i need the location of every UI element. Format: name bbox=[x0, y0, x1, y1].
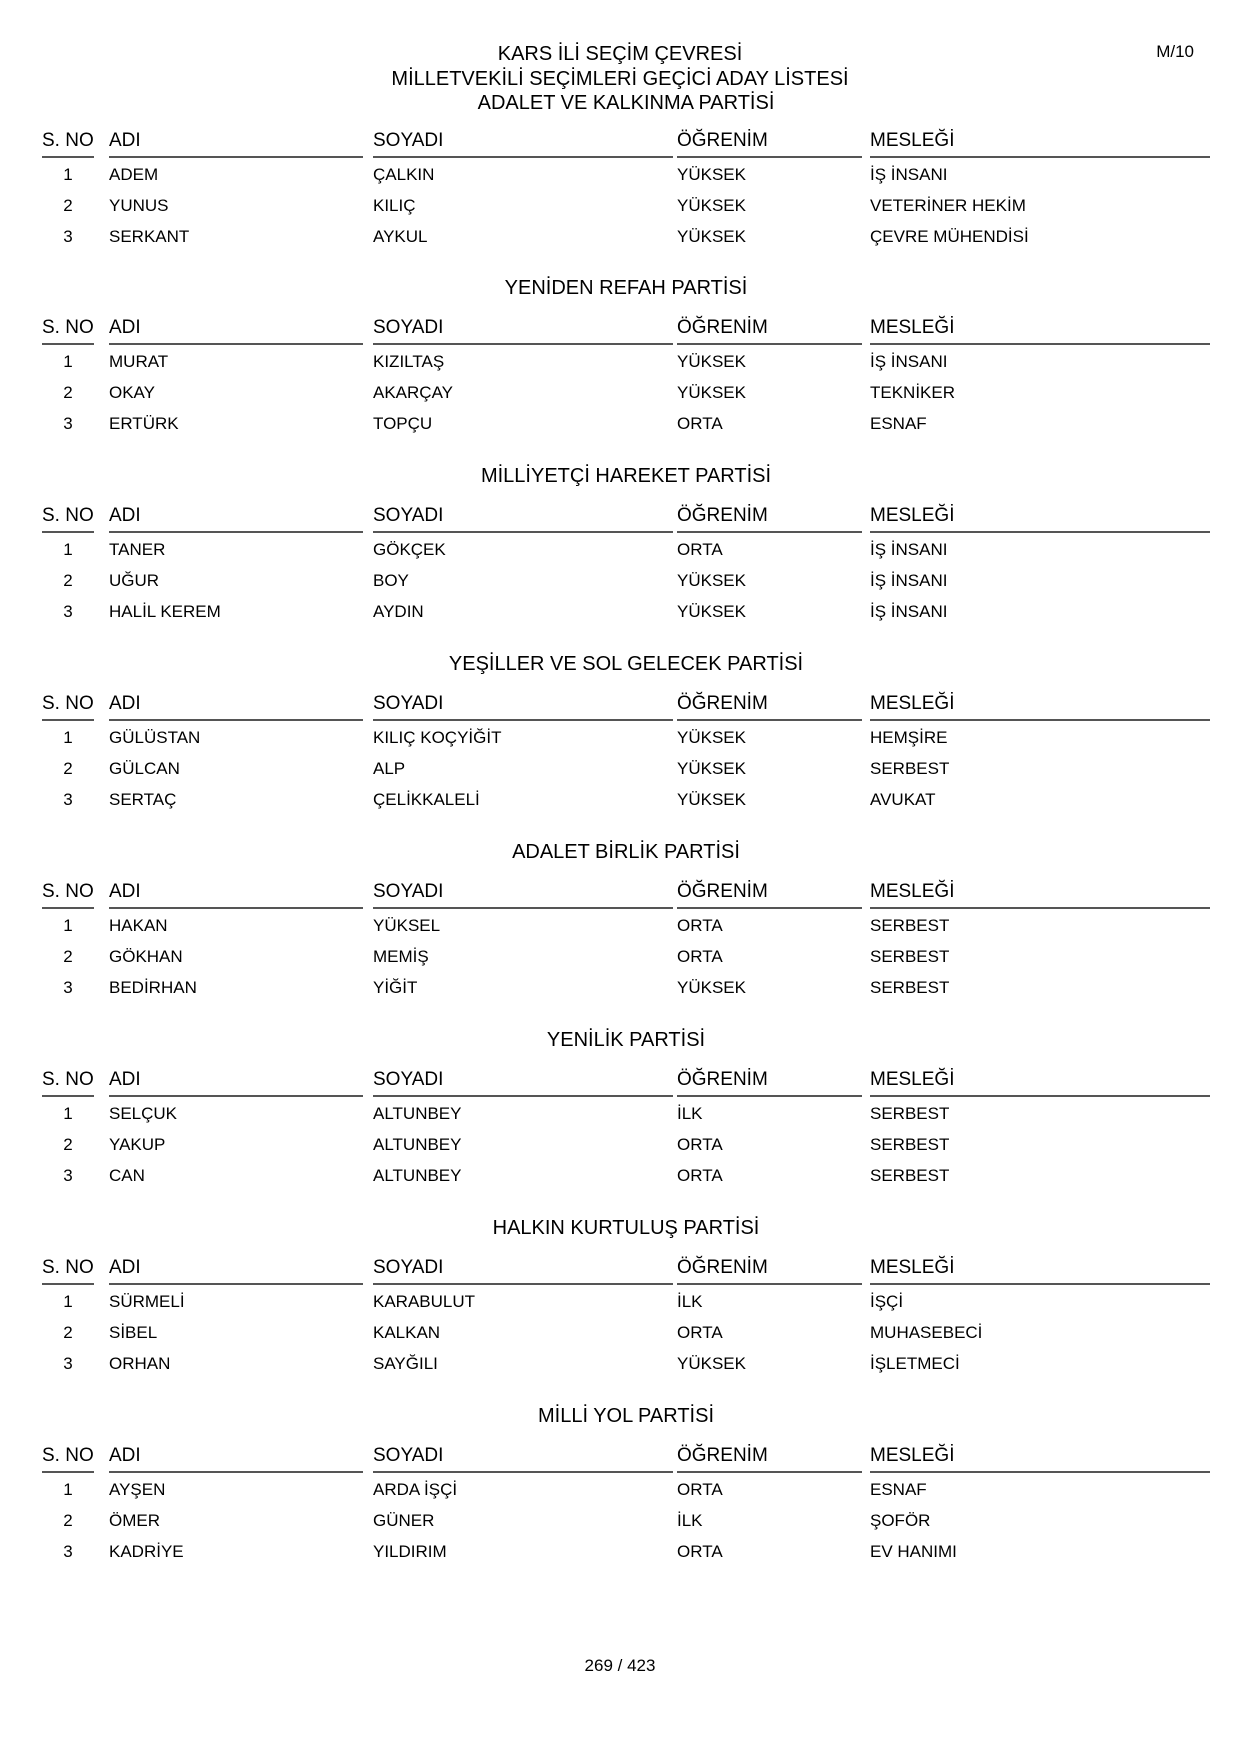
cell-no: 3 bbox=[63, 602, 73, 621]
party-title: MİLLİYETÇİ HAREKET PARTİSİ bbox=[480, 465, 772, 487]
cell-ogrenim: YÜKSEK bbox=[677, 196, 746, 215]
column-header-adi: ADI bbox=[109, 503, 363, 533]
cell-meslegi: HEMŞİRE bbox=[870, 728, 948, 747]
cell-adi: OKAY bbox=[109, 383, 155, 402]
cell-soyadi: AKARÇAY bbox=[373, 383, 453, 402]
column-header-no: S. NO bbox=[42, 691, 94, 721]
cell-ogrenim: YÜKSEK bbox=[677, 227, 746, 246]
cell-no: 2 bbox=[63, 383, 73, 402]
cell-adi: MURAT bbox=[109, 352, 169, 371]
party-section bbox=[42, 92, 1210, 252]
cell-meslegi: VETERİNER HEKİM bbox=[870, 196, 1026, 215]
party-section bbox=[42, 465, 1210, 627]
cell-adi: GÜLÜSTAN bbox=[109, 728, 201, 747]
party-title: ADALET BİRLİK PARTİSİ bbox=[512, 841, 740, 863]
cell-adi: AYŞEN bbox=[109, 1480, 166, 1499]
cell-ogrenim: YÜKSEK bbox=[677, 352, 746, 371]
column-header-soyadi: SOYADI bbox=[373, 503, 673, 533]
cell-soyadi: TOPÇU bbox=[373, 414, 433, 433]
cell-ogrenim: ORTA bbox=[677, 414, 723, 433]
table-row bbox=[42, 784, 1210, 815]
party-section bbox=[42, 1217, 1210, 1379]
table-row bbox=[42, 1160, 1210, 1191]
column-header-meslegi: MESLEĞİ bbox=[870, 1255, 1210, 1285]
cell-meslegi: SERBEST bbox=[870, 978, 950, 997]
title-line-1: KARS İLİ SEÇİM ÇEVRESİ bbox=[497, 43, 743, 65]
cell-soyadi: KARABULUT bbox=[373, 1292, 476, 1311]
party-title: YENİLİK PARTİSİ bbox=[546, 1029, 706, 1051]
cell-soyadi: ALP bbox=[373, 759, 406, 778]
party-title: YEŞİLLER VE SOL GELECEK PARTİSİ bbox=[448, 653, 804, 675]
cell-adi: CAN bbox=[109, 1166, 145, 1185]
cell-soyadi: YİĞİT bbox=[373, 978, 418, 997]
cell-meslegi: ÇEVRE MÜHENDİSİ bbox=[870, 227, 1029, 246]
cell-no: 1 bbox=[63, 728, 73, 747]
column-header-soyadi: SOYADI bbox=[373, 879, 673, 909]
cell-soyadi: ÇELİKKALELİ bbox=[373, 790, 480, 809]
cell-adi: ÖMER bbox=[109, 1511, 160, 1530]
cell-no: 2 bbox=[63, 196, 73, 215]
cell-adi: UĞUR bbox=[109, 571, 160, 590]
cell-no: 2 bbox=[63, 947, 73, 966]
table-row bbox=[42, 596, 1210, 627]
column-header-meslegi: MESLEĞİ bbox=[870, 315, 1210, 345]
cell-no: 1 bbox=[63, 1480, 73, 1499]
cell-meslegi: İŞ İNSANI bbox=[870, 165, 948, 184]
cell-ogrenim: YÜKSEK bbox=[677, 1354, 746, 1373]
cell-soyadi: GÜNER bbox=[373, 1511, 435, 1530]
column-header-adi: ADI bbox=[109, 128, 363, 158]
column-header-soyadi: SOYADI bbox=[373, 315, 673, 345]
party-title: ADALET VE KALKINMA PARTİSİ bbox=[477, 92, 775, 114]
table-header bbox=[42, 1067, 1210, 1098]
table-row bbox=[42, 221, 1210, 252]
cell-ogrenim: ORTA bbox=[677, 1480, 723, 1499]
page-number: 269 / 423 bbox=[584, 1656, 656, 1675]
cell-no: 3 bbox=[63, 978, 73, 997]
table-row bbox=[42, 1286, 1210, 1317]
column-header-adi: ADI bbox=[109, 879, 363, 909]
cell-no: 3 bbox=[63, 1542, 73, 1561]
cell-adi: ERTÜRK bbox=[109, 414, 179, 433]
cell-adi: BEDİRHAN bbox=[109, 978, 197, 997]
cell-adi: ORHAN bbox=[109, 1354, 171, 1373]
cell-meslegi: MUHASEBECİ bbox=[870, 1323, 983, 1342]
cell-ogrenim: ORTA bbox=[677, 916, 723, 935]
cell-ogrenim: ORTA bbox=[677, 1166, 723, 1185]
table-header bbox=[42, 128, 1210, 159]
cell-adi: SÜRMELİ bbox=[109, 1292, 185, 1311]
table-row bbox=[42, 408, 1210, 439]
cell-meslegi: İŞ İNSANI bbox=[870, 571, 948, 590]
cell-adi: SERKANT bbox=[109, 227, 190, 246]
cell-ogrenim: ORTA bbox=[677, 1542, 723, 1561]
party-section bbox=[42, 1405, 1210, 1567]
cell-ogrenim: İLK bbox=[677, 1292, 703, 1311]
cell-no: 2 bbox=[63, 571, 73, 590]
cell-soyadi: ÇALKIN bbox=[373, 165, 435, 184]
column-header-soyadi: SOYADI bbox=[373, 1067, 673, 1097]
party-title: HALKIN KURTULUŞ PARTİSİ bbox=[492, 1217, 760, 1239]
table-row bbox=[42, 565, 1210, 596]
cell-no: 3 bbox=[63, 790, 73, 809]
cell-adi: SELÇUK bbox=[109, 1104, 178, 1123]
cell-no: 1 bbox=[63, 352, 73, 371]
column-header-meslegi: MESLEĞİ bbox=[870, 1067, 1210, 1097]
cell-meslegi: İŞ İNSANI bbox=[870, 540, 948, 559]
column-header-soyadi: SOYADI bbox=[373, 128, 673, 158]
cell-ogrenim: YÜKSEK bbox=[677, 165, 746, 184]
cell-adi: HALİL KEREM bbox=[109, 602, 221, 621]
cell-meslegi: TEKNİKER bbox=[870, 383, 956, 402]
cell-meslegi: SERBEST bbox=[870, 1104, 950, 1123]
cell-ogrenim: İLK bbox=[677, 1104, 703, 1123]
cell-meslegi: EV HANIMI bbox=[870, 1542, 957, 1561]
cell-adi: ADEM bbox=[109, 165, 159, 184]
cell-ogrenim: ORTA bbox=[677, 1323, 723, 1342]
column-header-adi: ADI bbox=[109, 315, 363, 345]
column-header-soyadi: SOYADI bbox=[373, 691, 673, 721]
table-row bbox=[42, 1474, 1210, 1505]
table-row bbox=[42, 941, 1210, 972]
cell-soyadi: ALTUNBEY bbox=[373, 1166, 462, 1185]
column-header-ogrenim: ÖĞRENİM bbox=[677, 1443, 862, 1473]
table-row bbox=[42, 159, 1210, 190]
cell-adi: YAKUP bbox=[109, 1135, 166, 1154]
table-row bbox=[42, 1348, 1210, 1379]
cell-adi: SERTAÇ bbox=[109, 790, 177, 809]
table-row bbox=[42, 1536, 1210, 1567]
table-row bbox=[42, 1505, 1210, 1536]
cell-meslegi: SERBEST bbox=[870, 1166, 950, 1185]
table-row bbox=[42, 534, 1210, 565]
cell-soyadi: KILIÇ bbox=[373, 196, 416, 215]
column-header-no: S. NO bbox=[42, 879, 94, 909]
column-header-ogrenim: ÖĞRENİM bbox=[677, 315, 862, 345]
column-header-ogrenim: ÖĞRENİM bbox=[677, 128, 862, 158]
column-header-meslegi: MESLEĞİ bbox=[870, 128, 1210, 158]
cell-meslegi: İŞÇİ bbox=[870, 1292, 904, 1311]
cell-meslegi: İŞ İNSANI bbox=[870, 602, 948, 621]
document-header bbox=[0, 42, 1240, 92]
column-header-adi: ADI bbox=[109, 691, 363, 721]
column-header-ogrenim: ÖĞRENİM bbox=[677, 691, 862, 721]
cell-adi: KADRİYE bbox=[109, 1542, 184, 1561]
party-section bbox=[42, 841, 1210, 1003]
column-header-no: S. NO bbox=[42, 1067, 94, 1097]
cell-no: 3 bbox=[63, 1166, 73, 1185]
cell-no: 1 bbox=[63, 916, 73, 935]
cell-no: 1 bbox=[63, 1292, 73, 1311]
cell-ogrenim: ORTA bbox=[677, 540, 723, 559]
title-line-2: MİLLETVEKİLİ SEÇİMLERİ GEÇİCİ ADAY LİSTESİ bbox=[391, 68, 849, 90]
column-header-soyadi: SOYADI bbox=[373, 1443, 673, 1473]
column-header-meslegi: MESLEĞİ bbox=[870, 691, 1210, 721]
cell-meslegi: SERBEST bbox=[870, 1135, 950, 1154]
cell-ogrenim: ORTA bbox=[677, 947, 723, 966]
cell-meslegi: İŞLETMECİ bbox=[870, 1354, 960, 1373]
table-row bbox=[42, 722, 1210, 753]
column-header-meslegi: MESLEĞİ bbox=[870, 503, 1210, 533]
cell-no: 1 bbox=[63, 540, 73, 559]
cell-ogrenim: YÜKSEK bbox=[677, 759, 746, 778]
column-header-ogrenim: ÖĞRENİM bbox=[677, 503, 862, 533]
column-header-soyadi: SOYADI bbox=[373, 1255, 673, 1285]
cell-adi: HAKAN bbox=[109, 916, 168, 935]
cell-meslegi: SERBEST bbox=[870, 947, 950, 966]
cell-ogrenim: ORTA bbox=[677, 1135, 723, 1154]
cell-adi: GÜLCAN bbox=[109, 759, 180, 778]
table-row bbox=[42, 1317, 1210, 1348]
cell-soyadi: BOY bbox=[373, 571, 409, 590]
cell-no: 3 bbox=[63, 1354, 73, 1373]
column-header-ogrenim: ÖĞRENİM bbox=[677, 1067, 862, 1097]
cell-ogrenim: YÜKSEK bbox=[677, 571, 746, 590]
cell-no: 2 bbox=[63, 1511, 73, 1530]
cell-soyadi: ALTUNBEY bbox=[373, 1104, 462, 1123]
table-header bbox=[42, 691, 1210, 722]
column-header-ogrenim: ÖĞRENİM bbox=[677, 879, 862, 909]
table-row bbox=[42, 1129, 1210, 1160]
cell-soyadi: SAYĞILI bbox=[373, 1354, 438, 1373]
column-header-ogrenim: ÖĞRENİM bbox=[677, 1255, 862, 1285]
cell-meslegi: ESNAF bbox=[870, 1480, 927, 1499]
column-header-adi: ADI bbox=[109, 1255, 363, 1285]
column-header-adi: ADI bbox=[109, 1443, 363, 1473]
cell-soyadi: KALKAN bbox=[373, 1323, 441, 1342]
cell-meslegi: ŞOFÖR bbox=[870, 1511, 931, 1530]
table-row bbox=[42, 190, 1210, 221]
cell-ogrenim: YÜKSEK bbox=[677, 790, 746, 809]
cell-ogrenim: YÜKSEK bbox=[677, 602, 746, 621]
party-section bbox=[42, 653, 1210, 815]
column-header-no: S. NO bbox=[42, 1443, 94, 1473]
table-row bbox=[42, 972, 1210, 1003]
cell-ogrenim: YÜKSEK bbox=[677, 978, 746, 997]
cell-meslegi: AVUKAT bbox=[870, 790, 936, 809]
cell-ogrenim: YÜKSEK bbox=[677, 728, 746, 747]
party-section bbox=[42, 1029, 1210, 1191]
table-header bbox=[42, 879, 1210, 910]
party-title: MİLLİ YOL PARTİSİ bbox=[538, 1405, 714, 1427]
cell-meslegi: İŞ İNSANI bbox=[870, 352, 948, 371]
cell-no: 2 bbox=[63, 1135, 73, 1154]
cell-meslegi: SERBEST bbox=[870, 759, 950, 778]
cell-soyadi: ALTUNBEY bbox=[373, 1135, 462, 1154]
column-header-meslegi: MESLEĞİ bbox=[870, 1443, 1210, 1473]
cell-no: 2 bbox=[63, 1323, 73, 1342]
table-row bbox=[42, 377, 1210, 408]
cell-soyadi: AYDIN bbox=[373, 602, 424, 621]
cell-soyadi: YÜKSEL bbox=[373, 916, 441, 935]
cell-soyadi: AYKUL bbox=[373, 227, 428, 246]
cell-ogrenim: YÜKSEK bbox=[677, 383, 746, 402]
table-header bbox=[42, 1443, 1210, 1474]
table-header bbox=[42, 503, 1210, 534]
cell-adi: TANER bbox=[109, 540, 166, 559]
cell-soyadi: KIZILTAŞ bbox=[373, 352, 445, 371]
cell-no: 1 bbox=[63, 1104, 73, 1123]
party-section bbox=[42, 277, 1210, 439]
table-row bbox=[42, 1098, 1210, 1129]
cell-soyadi: YILDIRIM bbox=[373, 1542, 447, 1561]
column-header-no: S. NO bbox=[42, 503, 94, 533]
document-code: M/10 bbox=[1156, 42, 1194, 61]
cell-adi: YUNUS bbox=[109, 196, 169, 215]
cell-ogrenim: İLK bbox=[677, 1511, 703, 1530]
cell-meslegi: SERBEST bbox=[870, 916, 950, 935]
cell-no: 3 bbox=[63, 414, 73, 433]
table-row bbox=[42, 753, 1210, 784]
column-header-meslegi: MESLEĞİ bbox=[870, 879, 1210, 909]
column-header-no: S. NO bbox=[42, 315, 94, 345]
party-title: YENİDEN REFAH PARTİSİ bbox=[504, 277, 748, 299]
table-row bbox=[42, 910, 1210, 941]
column-header-adi: ADI bbox=[109, 1067, 363, 1097]
column-header-no: S. NO bbox=[42, 1255, 94, 1285]
table-header bbox=[42, 1255, 1210, 1286]
cell-soyadi: KILIÇ KOÇYİĞİT bbox=[373, 728, 502, 747]
table-row bbox=[42, 346, 1210, 377]
cell-soyadi: MEMİŞ bbox=[373, 947, 429, 966]
cell-meslegi: ESNAF bbox=[870, 414, 927, 433]
column-header-no: S. NO bbox=[42, 128, 94, 158]
cell-soyadi: ARDA İŞÇİ bbox=[373, 1480, 458, 1499]
cell-no: 2 bbox=[63, 759, 73, 778]
cell-no: 1 bbox=[63, 165, 73, 184]
cell-adi: SİBEL bbox=[109, 1323, 158, 1342]
cell-adi: GÖKHAN bbox=[109, 947, 183, 966]
table-header bbox=[42, 315, 1210, 346]
cell-soyadi: GÖKÇEK bbox=[373, 540, 446, 559]
cell-no: 3 bbox=[63, 227, 73, 246]
